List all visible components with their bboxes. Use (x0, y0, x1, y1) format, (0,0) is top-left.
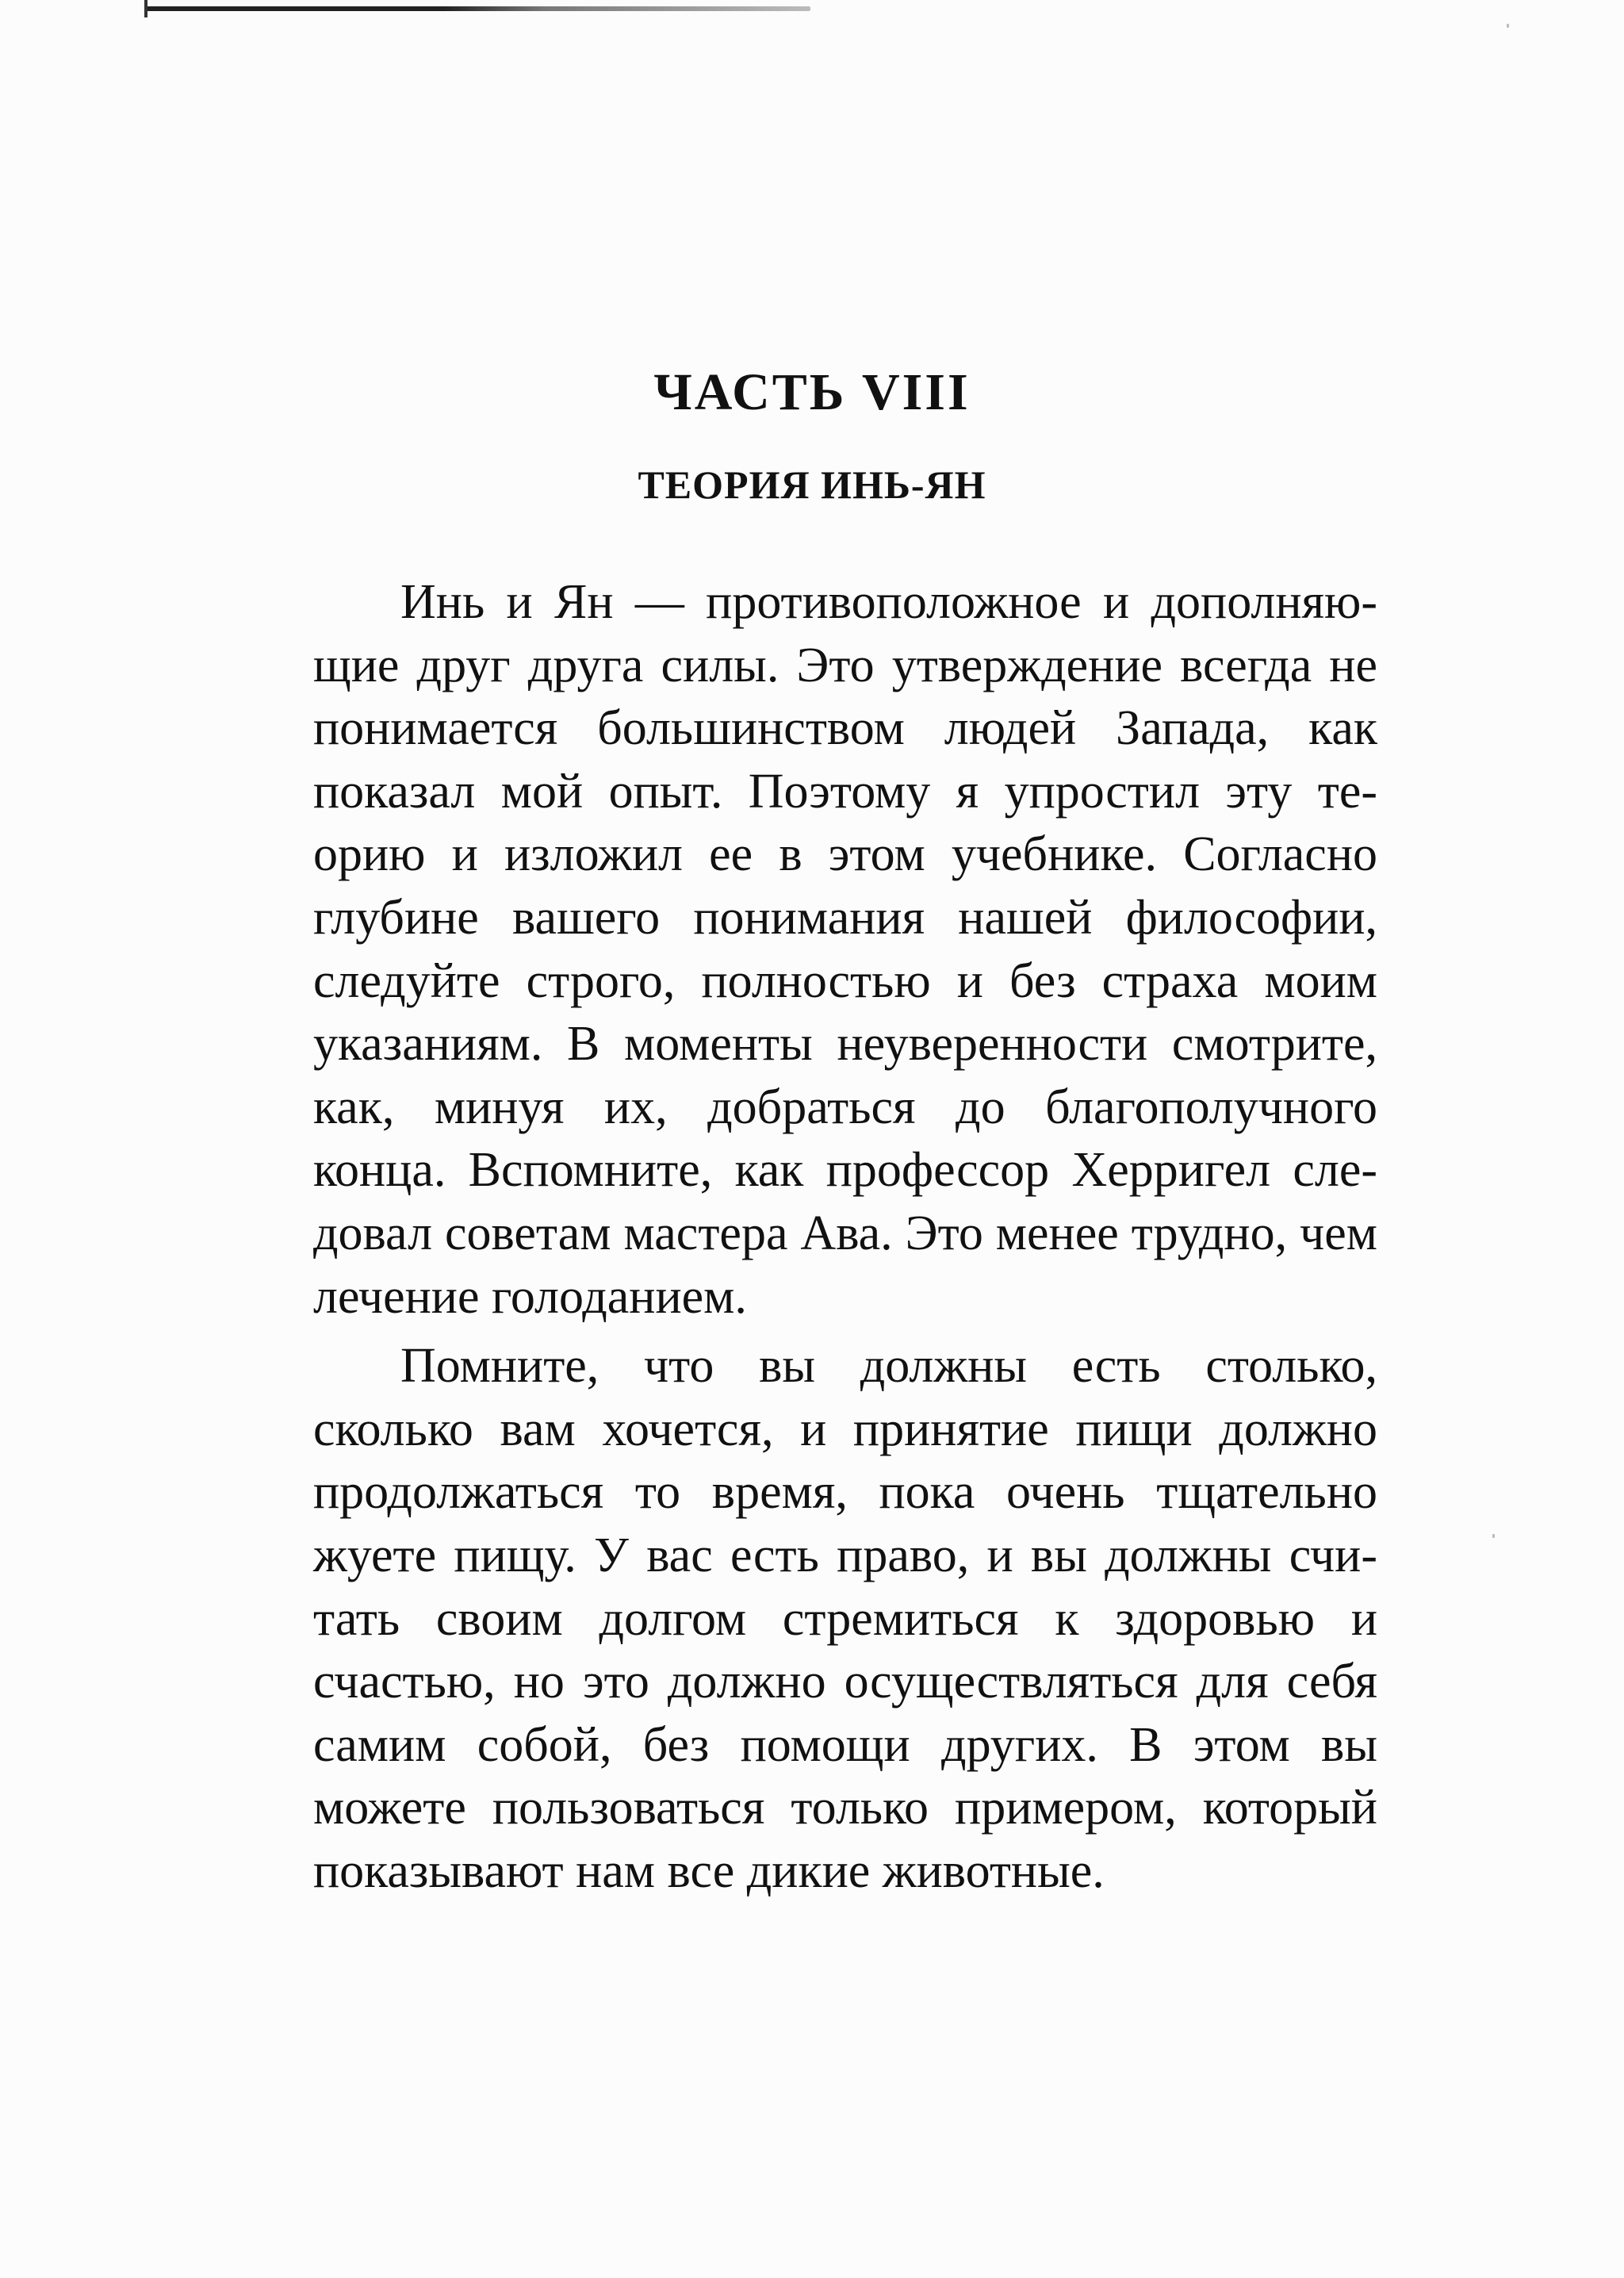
part-heading: ЧАСТЬ VIII (653, 363, 971, 421)
scan-edge-line (144, 6, 810, 11)
scan-speck (1507, 24, 1509, 28)
paragraph: Помните, что вы должны есть столько, сколько вам хочется, и принятие пищи должно продолжаться то время, пока очень тщательно жуете пищу. У вас есть право, и вы должны считать своим долгом стремиться к здоровью и счастью, но это должно осуществляться для себя самим собой, без помощи других. В этом вы можете пользоваться только примером, который показывают нам все дикие животные. (313, 1339, 1377, 1898)
chapter-title: ТЕОРИЯ ИНЬ-ЯН (638, 462, 986, 507)
scan-speck (1492, 1534, 1495, 1538)
body-text (313, 571, 1377, 1909)
paragraph: Инь и Ян — противоположное и дополняющие друг друга силы. Это утверждение всегда не понимается большинством людей Запада, как показал мой опыт. Поэтому я упростил эту теорию и изложил ее в этом учебнике. Согласно глубине вашего понимания нашей философии, следуйте строго, полностью и без страха моим указаниям. В моменты неуверенности смотрите, как, минуя их, добраться до благополучного конца. Вспомните, как профессор Херригел следовал советам мастера Ава. Это менее трудно, чем лечение голоданием. (313, 575, 1377, 1324)
scan-edge-mark (144, 0, 147, 17)
